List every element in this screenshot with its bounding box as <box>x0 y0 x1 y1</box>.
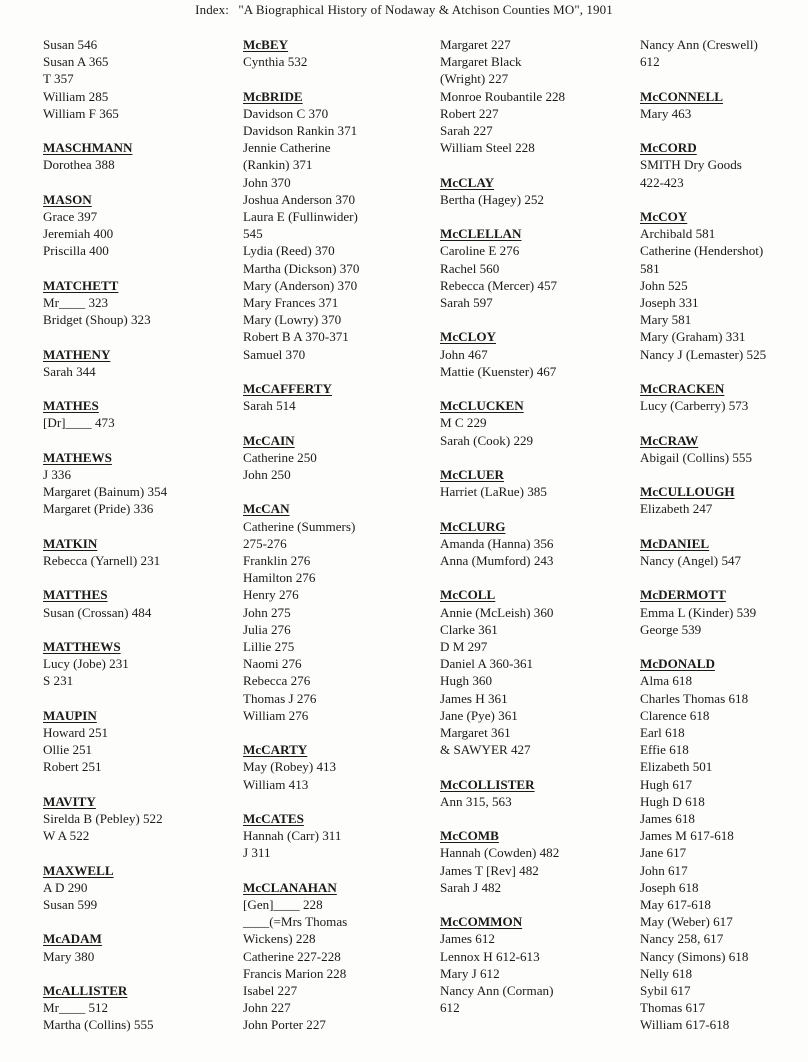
surname-group <box>43 586 167 620</box>
index-entry: James T [Rev] 482 <box>440 862 539 878</box>
surname-group <box>43 535 167 569</box>
surname-group <box>640 208 766 363</box>
surname-heading: McCOLLISTER <box>440 776 535 792</box>
index-entry: William Steel 228 <box>440 140 535 156</box>
index-entry: Susan 546 <box>43 37 98 52</box>
surname-heading: MAVITY <box>43 793 96 809</box>
index-entry: Robert 227 <box>440 105 499 121</box>
index-entry: Mary J 612 <box>440 965 500 981</box>
index-entry: Margaret (Bainum) 354 <box>43 484 168 500</box>
index-entry: Lucy (Carberry) 573 <box>640 398 749 414</box>
index-entry: Hugh 360 <box>440 673 493 689</box>
surname-group <box>43 277 167 329</box>
index-entry: Mattie (Kuenster) 467 <box>440 363 557 379</box>
surname-heading: McCLAY <box>440 174 495 190</box>
surname-group <box>43 36 167 122</box>
index-entry: Sybil 617 <box>640 983 691 999</box>
page-header <box>0 2 808 18</box>
index-entry: Cynthia 532 <box>243 54 308 70</box>
index-entry: Naomi 276 <box>243 656 302 672</box>
index-entry: James M 617-618 <box>640 828 734 844</box>
surname-heading: McCOY <box>640 208 688 224</box>
surname-heading: MAXWELL <box>43 862 114 878</box>
index-entry: M C 229 <box>440 415 487 431</box>
surname-group <box>43 449 167 518</box>
surname-heading: McCLUER <box>440 467 505 482</box>
surname-heading: McCRAW <box>640 432 699 448</box>
surname-heading: MATCHETT <box>43 277 119 293</box>
index-entry: Margaret 227 <box>440 37 511 52</box>
index-entry: Mary 380 <box>43 948 95 964</box>
surname-group <box>243 810 359 862</box>
surname-heading: McCAN <box>243 501 290 517</box>
surname-group <box>640 139 766 191</box>
index-entry: Ann 315, 563 <box>440 793 512 809</box>
surname-group <box>43 982 167 1034</box>
surname-group <box>43 930 167 964</box>
index-entry: Joseph 331 <box>640 295 699 310</box>
index-entry: Clarence 618 <box>640 707 710 723</box>
index-entry: 545 <box>243 226 263 242</box>
surname-heading: McDERMOTT <box>640 587 726 603</box>
surname-group <box>43 793 167 845</box>
surname-group <box>440 827 565 896</box>
index-entry: Hugh 617 <box>640 776 693 792</box>
surname-group <box>440 776 565 810</box>
surname-group <box>440 174 565 208</box>
index-entry: James 618 <box>640 811 695 826</box>
surname-group <box>440 586 565 758</box>
index-entry: Martha (Dickson) 370 <box>243 260 360 276</box>
index-entry: (Wright) 227 <box>440 71 509 87</box>
surname-heading: McBEY <box>243 37 289 52</box>
surname-group <box>43 707 167 776</box>
index-entry: William 413 <box>243 776 309 792</box>
index-column-4 <box>640 36 766 1051</box>
index-entry: Alma 618 <box>640 673 693 689</box>
surname-group <box>243 36 359 70</box>
index-entry: Dorothea 388 <box>43 157 115 173</box>
surname-heading: McDANIEL <box>640 535 710 551</box>
index-entry: William 617-618 <box>640 1017 730 1033</box>
index-entry: Hannah (Cowden) 482 <box>440 845 560 861</box>
index-entry: Susan 599 <box>43 896 98 912</box>
surname-group <box>43 862 167 914</box>
index-entry: 612 <box>640 54 660 70</box>
index-entry: Nancy 258, 617 <box>640 931 724 947</box>
index-entry: Earl 618 <box>640 724 685 740</box>
index-entry: & SAWYER 427 <box>440 742 531 758</box>
index-entry: May (Robey) 413 <box>243 759 337 775</box>
index-entry: ____(=Mrs Thomas <box>243 914 348 930</box>
index-entry: Ollie 251 <box>43 742 93 758</box>
index-entry: Nancy Ann (Creswell) <box>640 37 758 52</box>
index-entry: Nancy J (Lemaster) 525 <box>640 346 767 362</box>
surname-group <box>440 328 565 380</box>
index-entry: Joseph 618 <box>640 879 699 895</box>
index-entry: Martha (Collins) 555 <box>43 1017 154 1033</box>
index-entry: May (Weber) 617 <box>640 914 733 930</box>
index-entry: Davidson Rankin 371 <box>243 123 358 138</box>
surname-heading: McCLURG <box>440 518 506 534</box>
surname-group <box>640 535 766 569</box>
surname-heading: McCLANAHAN <box>243 879 337 895</box>
index-entry: John 467 <box>440 346 488 362</box>
index-entry: Abigail (Collins) 555 <box>640 449 753 465</box>
surname-heading: McCLELLAN <box>440 226 522 242</box>
surname-group <box>640 655 766 1033</box>
index-entry: Lillie 275 <box>243 639 295 655</box>
index-entry: Hamilton 276 <box>243 570 316 586</box>
index-entry: Rebecca (Mercer) 457 <box>440 277 558 293</box>
index-entry: Sarah 227 <box>440 123 493 139</box>
index-entry: Mr____ 323 <box>43 295 109 310</box>
index-entry: James 612 <box>440 931 495 947</box>
surname-group <box>43 346 167 380</box>
index-entry: Nancy (Angel) 547 <box>640 552 742 568</box>
index-entry: D M 297 <box>440 639 488 654</box>
index-entry: 581 <box>640 260 660 276</box>
index-entry: Hannah (Carr) 311 <box>243 828 342 844</box>
index-entry: Lennox H 612-613 <box>440 948 540 964</box>
index-entry: John 227 <box>243 1000 291 1016</box>
index-entry: Margaret (Pride) 336 <box>43 501 154 517</box>
surname-heading: McCLOY <box>440 329 497 345</box>
index-entry: Sarah 514 <box>243 398 296 414</box>
index-entry: Susan (Crossan) 484 <box>43 604 152 620</box>
index-entry: Caroline E 276 <box>440 243 520 259</box>
index-entry: Effie 618 <box>640 742 689 758</box>
index-entry: William 276 <box>243 707 309 723</box>
index-entry: Davidson C 370 <box>243 105 329 121</box>
index-entry: John 370 <box>243 174 291 190</box>
surname-group <box>440 36 565 156</box>
surname-heading: McCATES <box>243 811 304 827</box>
index-entry: Annie (McLeish) 360 <box>440 604 554 620</box>
book-title: "A Biographical History of Nodaway & Atchison Counties MO", 1901 <box>238 2 613 17</box>
surname-group <box>440 518 565 570</box>
index-entry: 612 <box>440 1000 460 1016</box>
index-entry: Robert B A 370-371 <box>243 329 349 345</box>
index-entry: James H 361 <box>440 690 508 706</box>
surname-heading: McCORD <box>640 140 697 156</box>
index-entry: Priscilla 400 <box>43 243 109 259</box>
surname-heading: McDONALD <box>640 656 715 672</box>
index-entry: Julia 276 <box>243 621 291 637</box>
index-entry: Sarah J 482 <box>440 879 502 895</box>
index-entry: Susan A 365 <box>43 54 109 70</box>
surname-heading: MASON <box>43 191 92 207</box>
index-entry: Emma L (Kinder) 539 <box>640 604 757 620</box>
surname-heading: MATHENY <box>43 346 111 362</box>
surname-group <box>243 432 359 484</box>
index-entry: Nelly 618 <box>640 965 693 981</box>
index-entry: Amanda (Hanna) 356 <box>440 535 554 551</box>
surname-group <box>440 913 565 1016</box>
surname-group <box>640 432 766 466</box>
index-entry: Samuel 370 <box>243 346 306 362</box>
surname-heading: McCULLOUGH <box>640 484 735 500</box>
surname-heading: McCLUCKEN <box>440 398 524 414</box>
index-entry: Hugh D 618 <box>640 793 705 809</box>
surname-heading: McCAIN <box>243 432 295 448</box>
surname-heading: McALLISTER <box>43 982 128 998</box>
index-entry: John 275 <box>243 604 291 620</box>
index-entry: Grace 397 <box>43 209 98 224</box>
index-entry: Wickens) 228 <box>243 931 316 947</box>
index-entry: Catherine 227-228 <box>243 948 341 964</box>
index-entry: J 311 <box>243 845 271 861</box>
index-entry: W A 522 <box>43 828 90 844</box>
index-entry: Rebecca 276 <box>243 673 311 689</box>
index-entry: Daniel A 360-361 <box>440 656 534 672</box>
index-entry: John 525 <box>640 277 688 293</box>
index-entry: Sarah 597 <box>440 295 493 311</box>
surname-group <box>243 741 359 793</box>
index-entry: Sarah 344 <box>43 363 96 379</box>
index-entry: Mary 463 <box>640 105 692 121</box>
index-entry: Mary (Lowry) 370 <box>243 312 342 328</box>
index-entry: Mary (Anderson) 370 <box>243 277 358 293</box>
index-entry: 275-276 <box>243 535 287 551</box>
index-entry: Margaret 361 <box>440 725 511 741</box>
surname-heading: McADAM <box>43 931 102 947</box>
index-entry: Francis Marion 228 <box>243 965 347 981</box>
surname-heading: MATTHEWS <box>43 638 121 654</box>
index-entry: Sirelda B (Pebley) 522 <box>43 810 163 826</box>
index-entry: J 336 <box>43 466 72 482</box>
index-entry: Archibald 581 <box>640 226 716 242</box>
index-column-3 <box>440 36 565 1034</box>
index-entry: John 250 <box>243 467 291 483</box>
index-entry: 422-423 <box>640 174 684 190</box>
index-entry: Bridget (Shoup) 323 <box>43 312 151 328</box>
index-entry: Thomas J 276 <box>243 690 317 706</box>
index-entry: Monroe Roubantile 228 <box>440 88 566 104</box>
index-entry: Jennie Catherine <box>243 140 331 156</box>
surname-group <box>243 88 359 363</box>
surname-heading: MATTHES <box>43 587 108 603</box>
surname-group <box>440 466 565 500</box>
index-entry: Lucy (Jobe) 231 <box>43 656 129 672</box>
index-entry: Jane (Pye) 361 <box>440 707 518 723</box>
index-entry: Nancy Ann (Corman) <box>440 983 554 999</box>
surname-group <box>640 483 766 517</box>
index-entry: Thomas 617 <box>640 1000 706 1016</box>
index-entry: Bertha (Hagey) 252 <box>440 191 544 207</box>
surname-group <box>243 879 359 1034</box>
surname-heading: McCONNELL <box>640 88 723 104</box>
index-entry: Catherine 250 <box>243 449 317 465</box>
index-entry: Clarke 361 <box>440 621 498 637</box>
index-entry: Nancy (Simons) 618 <box>640 948 749 964</box>
index-entry: [Gen]____ 228 <box>243 897 323 913</box>
index-entry: Mary (Graham) 331 <box>640 329 746 345</box>
index-entry: T 357 <box>43 71 74 87</box>
index-entry: Catherine (Hendershot) <box>640 243 764 259</box>
index-entry: Rebecca (Yarnell) 231 <box>43 552 161 568</box>
index-entry: Joshua Anderson 370 <box>243 191 356 207</box>
surname-group <box>640 586 766 638</box>
surname-group <box>440 397 565 449</box>
index-entry: Robert 251 <box>43 759 102 775</box>
surname-heading: McBRIDE <box>243 88 303 104</box>
index-entry: Lydia (Reed) 370 <box>243 243 335 259</box>
index-column-2 <box>243 36 359 1051</box>
index-entry: Elizabeth 501 <box>640 759 713 775</box>
index-entry: Margaret Black <box>440 54 522 70</box>
surname-group <box>243 380 359 414</box>
index-entry: Rachel 560 <box>440 260 500 276</box>
index-entry: Laura E (Fullinwider) <box>243 209 358 225</box>
index-entry: William F 365 <box>43 105 119 121</box>
surname-heading: McCARTY <box>243 742 308 758</box>
index-entry: Isabel 227 <box>243 983 298 999</box>
index-entry: Jeremiah 400 <box>43 226 114 242</box>
surname-group <box>43 638 167 690</box>
index-entry: Mary Frances 371 <box>243 295 339 311</box>
surname-group <box>640 88 766 122</box>
surname-group <box>243 500 359 724</box>
index-entry: John 617 <box>640 862 688 878</box>
index-entry: A D 290 <box>43 879 88 895</box>
index-entry: [Dr]____ 473 <box>43 415 115 431</box>
index-entry: Sarah (Cook) 229 <box>440 432 534 448</box>
index-entry: Jane 617 <box>640 845 687 861</box>
surname-heading: McCOMB <box>440 828 499 844</box>
index-entry: Harriet (LaRue) 385 <box>440 484 547 500</box>
index-label: Index: <box>195 2 229 17</box>
index-entry: Howard 251 <box>43 724 109 740</box>
index-entry: Anna (Mumford) 243 <box>440 553 554 568</box>
surname-heading: MASCHMANN <box>43 140 133 156</box>
index-entry: Mr____ 512 <box>43 1000 109 1016</box>
index-entry: Charles Thomas 618 <box>640 690 749 706</box>
index-entry: William 285 <box>43 88 109 104</box>
surname-group <box>640 380 766 414</box>
index-entry: Henry 276 <box>243 587 299 603</box>
surname-group <box>640 36 766 70</box>
index-column-1 <box>43 36 167 1051</box>
surname-heading: McCOMMON <box>440 914 523 930</box>
surname-heading: MATHEWS <box>43 449 112 465</box>
surname-heading: MATHES <box>43 398 99 414</box>
index-entry: SMITH Dry Goods <box>640 157 742 173</box>
surname-group <box>43 139 167 173</box>
surname-group <box>43 397 167 431</box>
index-entry: Elizabeth 247 <box>640 501 713 517</box>
index-entry: S 231 <box>43 673 74 689</box>
index-entry: (Rankin) 371 <box>243 157 313 173</box>
index-entry: May 617-618 <box>640 897 711 913</box>
surname-heading: MAUPIN <box>43 707 97 723</box>
surname-heading: McCAFFERTY <box>243 381 332 397</box>
index-entry: George 539 <box>640 621 702 637</box>
surname-heading: McCOLL <box>440 587 496 603</box>
surname-heading: McCRACKEN <box>640 381 725 396</box>
surname-group <box>43 191 167 260</box>
index-entry: John Porter 227 <box>243 1017 326 1033</box>
surname-heading: MATKIN <box>43 535 98 551</box>
index-entry: Catherine (Summers) <box>243 518 356 534</box>
index-entry: Mary 581 <box>640 312 692 328</box>
surname-group <box>440 225 565 311</box>
index-entry: Franklin 276 <box>243 553 311 569</box>
